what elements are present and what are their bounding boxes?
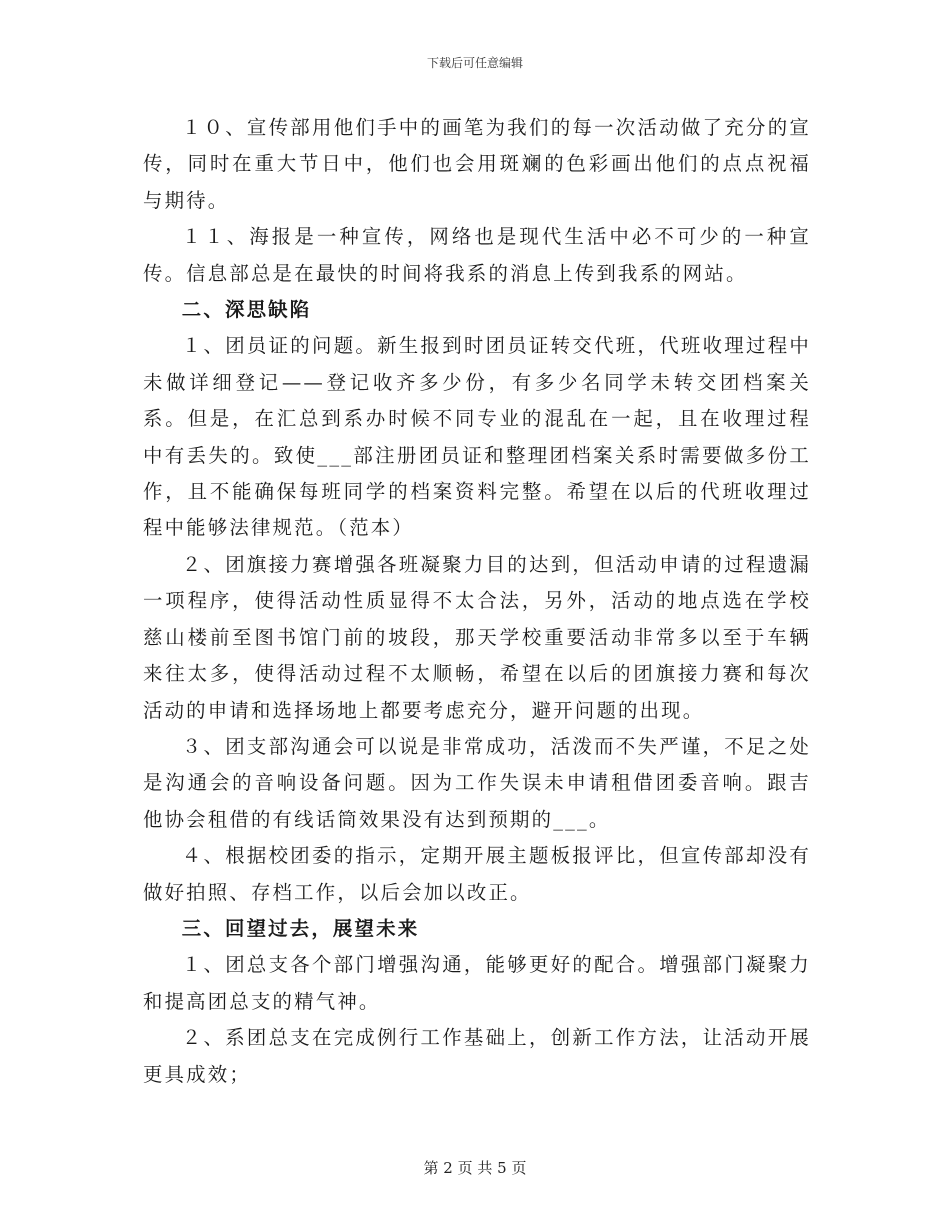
paragraph-defect-3: ３、团支部沟通会可以说是非常成功，活泼而不失严谨，不足之处是沟通会的音响设备问题。因为工作失误未申请租借团委音响。跟吉他协会租借的有线话筒效果没有达到预期的___。 [143, 734, 811, 831]
paragraph-outlook-1: １、团总支各个部门增强沟通，能够更好的配合。增强部门凝聚力和提高团总支的精气神。 [143, 953, 811, 1013]
paragraph-defect-4: ４、根据校团委的指示，定期开展主题板报评比，但宣传部却没有做好拍照、存档工作，以后会加以改正。 [143, 844, 811, 904]
page-footer: 第 2 页 共 5 页 [423, 1159, 527, 1177]
page-header: 下载后可任意编辑 [426, 56, 523, 70]
document-body [143, 110, 811, 1093]
paragraph-outlook-2: ２、系团总支在完成例行工作基础上，创新工作方法，让活动开展更具成效； [143, 1026, 811, 1086]
paragraph-10: １０、宣传部用他们手中的画笔为我们的每一次活动做了充分的宣传，同时在重大节日中，他们也会用斑斓的色彩画出他们的点点祝福与期待。 [143, 116, 811, 212]
section-heading-reflect: 二、深思缺陷 [181, 298, 312, 322]
paragraph-defect-1: １、团员证的问题。新生报到时团员证转交代班，代班收理过程中未做详细登记——登记收齐多少份，有多少名同学未转交团档案关系。但是，在汇总到系办时候不同专业的混乱在一起，且在收理过程中有丢失的。致使___部注册团员证和整理团档案关系时需要做多份工作，且不能确保每班同学的档案资料完整。希望在以后的代班收理过程中能够法律规范。（范本） [143, 334, 811, 540]
section-heading-outlook: 三、回望过去，展望未来 [181, 916, 420, 940]
paragraph-11: １１、海报是一种宣传，网络也是现代生活中必不可少的一种宣传。信息部总是在最快的时间将我系的消息上传到我系的网站。 [143, 225, 811, 285]
paragraph-defect-2: ２、团旗接力赛增强各班凝聚力目的达到，但活动申请的过程遗漏一项程序，使得活动性质显得不太合法，另外，活动的地点选在学校慈山楼前至图书馆门前的坡段，那天学校重要活动非常多以至于车辆来往太多，使得活动过程不太顺畅，希望在以后的团旗接力赛和每次活动的申请和选择场地上都要考虑充分，避开问题的出现。 [143, 552, 811, 722]
